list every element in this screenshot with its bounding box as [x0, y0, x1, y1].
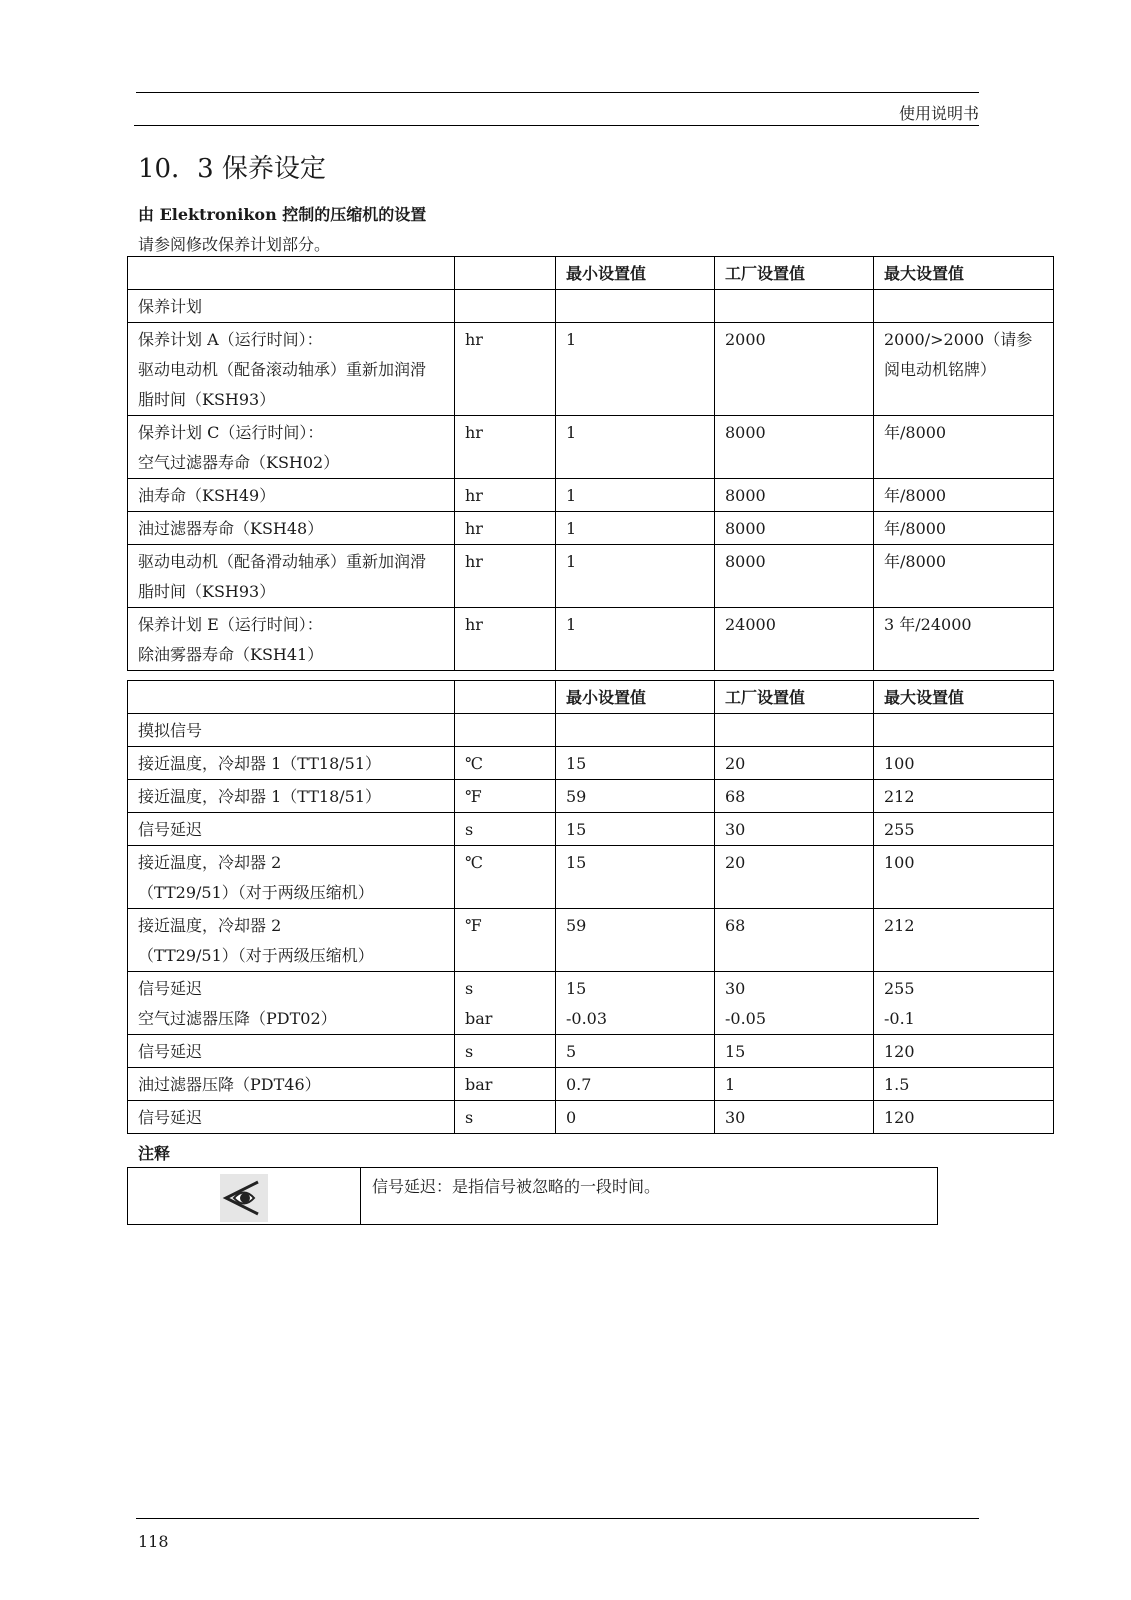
item-cell: [128, 972, 455, 1035]
factory-cell-line: 68: [725, 787, 746, 806]
factory-cell: 8000: [715, 545, 874, 608]
table-row: [128, 747, 1054, 780]
table-header-row: [128, 681, 1054, 714]
item-cell-line: 驱动电动机（配备滚动轴承）重新加润滑: [138, 360, 427, 379]
min-cell: [556, 972, 715, 1035]
max-cell-line: 212: [884, 787, 915, 806]
unit-cell-line: s: [465, 979, 474, 998]
max-cell: [874, 780, 1054, 813]
table-row: [128, 909, 1054, 972]
footer-rule: [136, 1518, 979, 1519]
section-title: 10．3 保养设定: [138, 154, 326, 184]
factory-cell: [715, 747, 874, 780]
item-cell: [128, 479, 455, 512]
item-cell-line: 信号延迟: [138, 1108, 203, 1127]
min-cell: 1: [556, 479, 715, 512]
header-cell-min: 最小设置值: [556, 681, 715, 714]
item-cell: [128, 608, 455, 671]
max-cell: [874, 545, 1054, 608]
unit-cell: hr: [455, 608, 556, 671]
item-cell-line: 保养计划 E（运行时间）：: [138, 615, 323, 634]
item-cell-line: 信号延迟: [138, 820, 203, 839]
item-cell: [128, 747, 455, 780]
max-cell: [874, 479, 1054, 512]
analog-signal-table: [127, 680, 1054, 1134]
min-cell-line: 5: [566, 1042, 577, 1061]
min-cell-line: 59: [566, 916, 587, 935]
factory-cell-line: 68: [725, 916, 746, 935]
table-row: [128, 545, 1054, 608]
header-cell-factory: 工厂设置值: [715, 681, 874, 714]
item-cell: [128, 909, 455, 972]
unit-cell: [455, 1068, 556, 1101]
max-cell: [874, 909, 1054, 972]
min-cell: [556, 846, 715, 909]
unit-cell: hr: [455, 512, 556, 545]
table-row: [128, 323, 1054, 416]
max-cell: [874, 1035, 1054, 1068]
item-cell-line: （TT29/51）（对于两级压缩机）: [138, 946, 374, 965]
item-cell-line: 驱动电动机（配备滑动轴承）重新加润滑: [138, 552, 427, 571]
section-row: [128, 714, 1054, 747]
unit-cell: [455, 909, 556, 972]
table-row: [128, 813, 1054, 846]
factory-cell-line: 30: [725, 820, 746, 839]
unit-cell: [455, 972, 556, 1035]
table-row: [128, 1068, 1054, 1101]
item-cell-line: 接近温度，冷却器 1（TT18/51）: [138, 787, 382, 806]
item-cell-line: 空气过滤器压降（PDT02）: [138, 1009, 337, 1028]
factory-cell: [715, 846, 874, 909]
max-cell: [874, 416, 1054, 479]
factory-cell: [715, 972, 874, 1035]
item-cell: [128, 1035, 455, 1068]
unit-cell: [455, 747, 556, 780]
min-cell: [556, 747, 715, 780]
item-cell-line: 油过滤器压降（PDT46）: [138, 1075, 321, 1094]
factory-cell: [715, 813, 874, 846]
max-cell-line: 3 年/24000: [884, 615, 972, 634]
max-cell-line: 212: [884, 916, 915, 935]
factory-cell: 8000: [715, 416, 874, 479]
max-cell-line: 阅电动机铭牌）: [884, 360, 997, 379]
unit-cell-line: s: [465, 1108, 474, 1127]
item-cell-line: 保养计划 C（运行时间）：: [138, 423, 324, 442]
eye-caution-icon: [220, 1174, 268, 1222]
min-cell-line: 15: [566, 820, 587, 839]
max-cell-line: 1.5: [884, 1075, 910, 1094]
min-cell: [556, 813, 715, 846]
min-cell-line: 0: [566, 1108, 577, 1127]
header-cell-min: 最小设置值: [556, 257, 715, 290]
note-text: 信号延迟：是指信号被忽略的一段时间。: [372, 1177, 661, 1196]
item-cell-line: 保养计划 A（运行时间）：: [138, 330, 323, 349]
max-cell-line: 255: [884, 979, 915, 998]
header-cell: [455, 257, 556, 290]
table-row: [128, 608, 1054, 671]
max-cell-line: 2000/>2000（请参: [884, 330, 1033, 349]
min-cell: 1: [556, 416, 715, 479]
max-cell-line: 年/8000: [884, 486, 947, 505]
factory-cell-line: 30: [725, 1108, 746, 1127]
item-cell-line: 除油雾器寿命（KSH41）: [138, 645, 324, 664]
max-cell-line: 120: [884, 1108, 915, 1127]
min-cell-line: 0.7: [566, 1075, 592, 1094]
max-cell: [874, 1101, 1054, 1134]
factory-cell: 8000: [715, 512, 874, 545]
item-cell: [128, 545, 455, 608]
running-header: 使用说明书: [898, 104, 979, 123]
max-cell: [874, 972, 1054, 1035]
max-cell-line: 100: [884, 754, 915, 773]
item-cell: [128, 1068, 455, 1101]
maintenance-plan-table: [127, 256, 1054, 671]
unit-cell: [455, 813, 556, 846]
note-label: 注释: [138, 1144, 171, 1163]
min-cell-line: 59: [566, 787, 587, 806]
table-header-row: [128, 257, 1054, 290]
min-cell-line: 15: [566, 853, 587, 872]
factory-cell: [715, 1035, 874, 1068]
min-cell: 1: [556, 323, 715, 416]
unit-cell: [455, 780, 556, 813]
header-cell-max: 最大设置值: [874, 257, 1054, 290]
item-cell: [128, 813, 455, 846]
min-cell-line: 15: [566, 754, 587, 773]
max-cell-line: 100: [884, 853, 915, 872]
item-cell-line: 信号延迟: [138, 1042, 203, 1061]
min-cell-line: -0.03: [566, 1009, 608, 1028]
unit-cell: hr: [455, 479, 556, 512]
min-cell-line: 15: [566, 979, 587, 998]
factory-cell: [715, 1068, 874, 1101]
max-cell: [874, 846, 1054, 909]
unit-cell-line: bar: [465, 1009, 493, 1028]
header-cell: [455, 681, 556, 714]
factory-cell-line: -0.05: [725, 1009, 767, 1028]
intro-text: 请参阅修改保养计划部分。: [138, 235, 331, 254]
table-row: [128, 780, 1054, 813]
max-cell-line: 年/8000: [884, 519, 947, 538]
item-cell: [128, 512, 455, 545]
min-cell: [556, 1035, 715, 1068]
item-cell-line: 油过滤器寿命（KSH48）: [138, 519, 324, 538]
item-cell-line: 油寿命（KSH49）: [138, 486, 276, 505]
table-row: [128, 1101, 1054, 1134]
item-cell: [128, 1101, 455, 1134]
factory-cell-line: 20: [725, 754, 746, 773]
factory-cell-line: 30: [725, 979, 746, 998]
item-cell-line: （TT29/51）（对于两级压缩机）: [138, 883, 374, 902]
min-cell: 1: [556, 545, 715, 608]
item-cell: [128, 846, 455, 909]
factory-cell-line: 20: [725, 853, 746, 872]
unit-cell: [455, 846, 556, 909]
item-cell: [128, 780, 455, 813]
item-cell-line: 信号延迟: [138, 979, 203, 998]
header-cell-factory: 工厂设置值: [715, 257, 874, 290]
min-cell: 1: [556, 512, 715, 545]
max-cell-line: 255: [884, 820, 915, 839]
factory-cell: 2000: [715, 323, 874, 416]
factory-cell-line: 15: [725, 1042, 746, 1061]
item-cell-line: 脂时间（KSH93）: [138, 390, 276, 409]
factory-cell-line: 1: [725, 1075, 736, 1094]
unit-cell-line: bar: [465, 1075, 493, 1094]
min-cell: [556, 1101, 715, 1134]
factory-cell: [715, 1101, 874, 1134]
item-cell: [128, 416, 455, 479]
unit-cell: hr: [455, 323, 556, 416]
unit-cell: [455, 1101, 556, 1134]
item-cell-line: 空气过滤器寿命（KSH02）: [138, 453, 340, 472]
max-cell: [874, 747, 1054, 780]
item-cell-line: 接近温度，冷却器 2: [138, 853, 282, 872]
unit-cell-line: ℃: [465, 754, 483, 773]
item-cell-line: 接近温度，冷却器 1（TT18/51）: [138, 754, 382, 773]
section-subtitle: 由 Elektronikon 控制的压缩机的设置: [138, 205, 427, 224]
note-divider: [360, 1168, 361, 1224]
min-cell: 1: [556, 608, 715, 671]
table-row: [128, 972, 1054, 1035]
section-label: 摸拟信号: [128, 714, 455, 747]
factory-cell: [715, 909, 874, 972]
max-cell-line: 年/8000: [884, 423, 947, 442]
unit-cell-line: ℉: [465, 916, 482, 935]
table-row: [128, 846, 1054, 909]
header-cell-max: 最大设置值: [874, 681, 1054, 714]
item-cell-line: 接近温度，冷却器 2: [138, 916, 282, 935]
factory-cell: 24000: [715, 608, 874, 671]
header-underline: [134, 125, 979, 126]
factory-cell: 8000: [715, 479, 874, 512]
max-cell: [874, 608, 1054, 671]
table-row: [128, 416, 1054, 479]
header-cell: [128, 257, 455, 290]
header-cell: [128, 681, 455, 714]
max-cell-line: 年/8000: [884, 552, 947, 571]
max-cell-line: -0.1: [884, 1009, 915, 1028]
max-cell: [874, 813, 1054, 846]
table-row: [128, 512, 1054, 545]
min-cell: [556, 1068, 715, 1101]
factory-cell: [715, 780, 874, 813]
table-row: [128, 479, 1054, 512]
unit-cell-line: s: [465, 820, 474, 839]
table-row: [128, 1035, 1054, 1068]
note-box: [127, 1167, 938, 1225]
max-cell: [874, 323, 1054, 416]
unit-cell: hr: [455, 416, 556, 479]
section-row: [128, 290, 1054, 323]
min-cell: [556, 909, 715, 972]
header-rule: [136, 92, 979, 93]
max-cell: [874, 512, 1054, 545]
unit-cell: [455, 1035, 556, 1068]
item-cell-line: 脂时间（KSH93）: [138, 582, 276, 601]
unit-cell: hr: [455, 545, 556, 608]
page-number: 118: [138, 1532, 169, 1551]
unit-cell-line: s: [465, 1042, 474, 1061]
section-label: 保养计划: [128, 290, 455, 323]
unit-cell-line: ℉: [465, 787, 482, 806]
item-cell: [128, 323, 455, 416]
unit-cell-line: ℃: [465, 853, 483, 872]
min-cell: [556, 780, 715, 813]
max-cell-line: 120: [884, 1042, 915, 1061]
max-cell: [874, 1068, 1054, 1101]
